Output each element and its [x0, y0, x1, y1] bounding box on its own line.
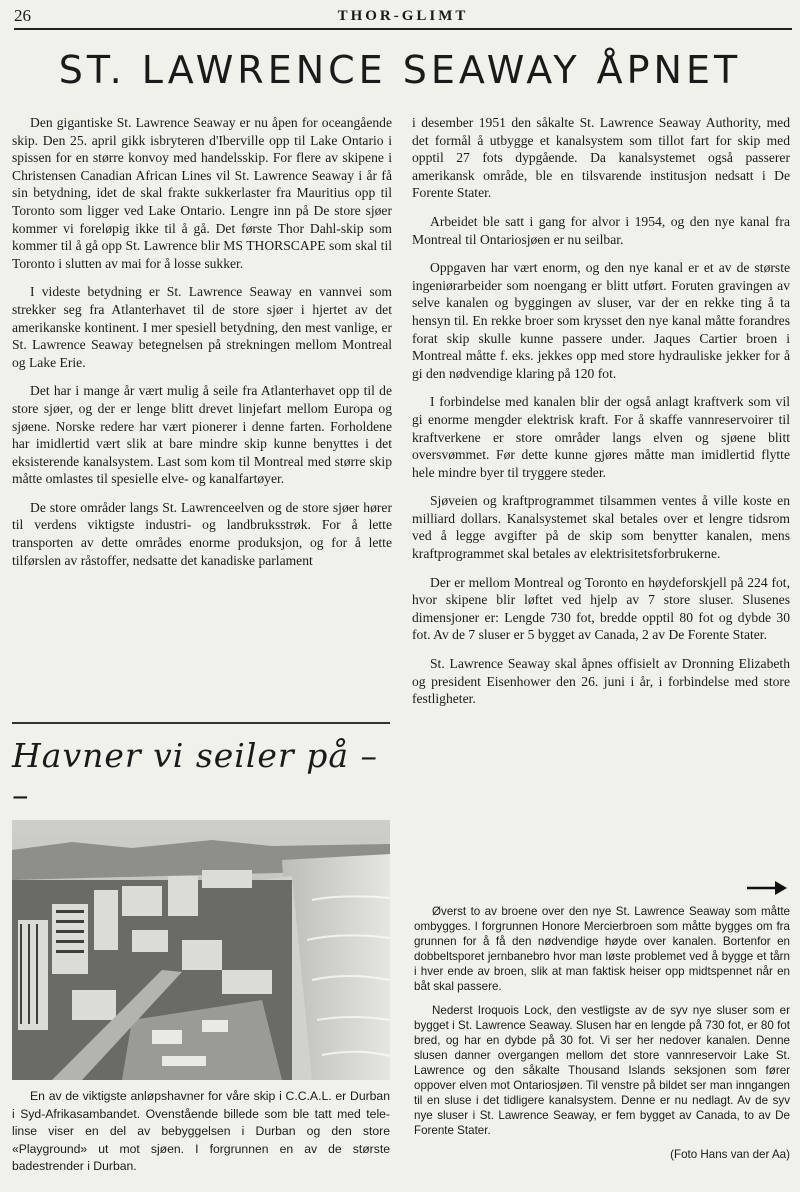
- article-paragraph: I forbindelse med kanalen blir der også anlagt kraftverk som vil gi enorme mengder elektrisk kraft. For å skaffe vannreservoirer til kraftverkene er store områder langs elven og sjøene blitt oversvømmet. Før dette kunne gjøres måtte man imidlertid flytte hele mindre byer til tryggere steder.: [412, 394, 790, 480]
- article-paragraph: Arbeidet ble satt i gang for alvor i 1954, og den nye kanal fra Montreal til Ontariosjøen er nu seilbar.: [412, 213, 790, 247]
- article-headline: ST. LAWRENCE SEAWAY ÅPNET: [58, 48, 742, 92]
- section-title: Havner vi seiler på – –: [12, 736, 378, 814]
- photo-notes: [414, 904, 790, 1171]
- photo-note-paragraph: Nederst Iroquois Lock, den vestligste av de syv nye sluser som er bygget i St. Lawrence Seaway. Slusen har en lengde på 730 fot, er 80 fot bred, og har en dybde på 30 fot. Vi ser her nedover kanalen. Denne slusen danner overgangen mellom det store vannreservoir Lake St. Lawrence og den såkalte Thousand Islands seksjonen som fører oppover elven mot Ontariosjøen. Til venstre på bildet ser man inngangen til en sluse i det tidligere kanalsystem. Denne er nu nedlagt. Av de syv nye sluser i St. Lawrence Seaway, er fem bygget av Canada, to av De Forente Stater.: [414, 1004, 790, 1137]
- article-paragraph: Der er mellom Montreal og Toronto en høydeforskjell på 224 fot, hvor skipene blir løftet ved hjelp av 7 store sluser. Slusenes dimensjoner er: Lengde 730 fot, bredde opptil 80 fot og dybde 30 fot. Av de 7 sluser er 5 bygget av Canada, 2 av De Forente Stater.: [412, 574, 790, 643]
- article-left-column: [12, 114, 392, 580]
- right-arrow-icon: [745, 878, 789, 898]
- durban-photo: [12, 820, 390, 1080]
- page-number: 26: [14, 6, 31, 25]
- article-paragraph: Oppgaven har vært enorm, og den nye kanal er et av de største ingeniørarbeider som noengang er blitt utført. Foruten gravingen av selve kanalen og byggingen av sluser, var der en rekke ting å ta hensyn til. En rekke broer som krysset den nye kanal måtte forandres forat skip skulle kunne passere under. Jaques Cartier broen i Montreal måtte f. eks. jekkes opp med store hydrauliske jekker for å gi den nødvendige klaring på 120 fot.: [412, 260, 790, 381]
- publication-title: THOR-GLIMT: [337, 8, 469, 24]
- article-paragraph: i desember 1951 den såkalte St. Lawrence Seaway Authority, med det formål å utbygge et kanalsystem som tillot fart for skip med opptil 27 fots dypgående. Da kanalsystemet også passerer amerikansk område, ble en tilsvarende institusjon nedsatt i De Forente Stater.: [412, 115, 790, 201]
- article-paragraph: Det har i mange år vært mulig å seile fra Atlanterhavet opp til de store sjøer, og der er lenge blitt drevet linjefart mellom Europa og sjøene. Norske redere har vært pionerer i denne farten. Forholdene har imidlertid vært slik at bare mindre skip kunne benyttes i det eksisterende kanalsystem. Last som kom til Montreal med større skip måtte omlastes til spesielle elve- og kanalfartøyer.: [12, 383, 392, 487]
- photo-caption: [12, 1088, 390, 1176]
- article-paragraph: Den gigantiske St. Lawrence Seaway er nu åpen for oceangående skip. Den 25. april gikk isbryteren d'Iberville opp til Lake Ontario i spissen for en større konvoy med handelsskip. For flere av skipene i Christensen Canadian African Lines vil St. Lawrence Seaway i år få sin betydning, idet de skal frakte sukkerlaster fra Mauritius opp til Toronto som ligger ved Lake Ontario. Lengre inn på De store sjøer kommer vi foreløpig ikke til å gå. Det første Thor Dahl-skip som kommer til å gå opp St. Lawrence blir MS THORSCAPE som skal til Toronto i slutten av mai for å losse sukker.: [12, 115, 392, 271]
- article-paragraph: St. Lawrence Seaway skal åpnes offisielt av Dronning Elizabeth og president Eisenhower den 26. juni i år, i forbindelse med store festligheter.: [412, 656, 790, 707]
- page-header: [14, 6, 792, 30]
- photo-caption-text: En av de viktigste anløpshavner for våre skip i C.C.A.L. er Durban i Syd-Afrikasambandet. Ovenstående billede som ble tatt med tele-linse viser en del av bebyggelsen i Durban og den store «Playground» ut mot sjøen. I forgrunnen en av de største badestrender i Durban.: [12, 1089, 390, 1173]
- section-divider: [12, 722, 390, 724]
- article-right-column: [412, 114, 790, 719]
- article-paragraph: I videste betydning er St. Lawrence Seaway en vannvei som strekker seg fra Atlanterhavet til de store sjøer i hjertet av det amerikanske kontinent. I mer spesiell betydning, den mest vanlige, er St. Lawrence Seaway betegnelsen på strekningen mellom Montreal og Lake Erie.: [12, 284, 392, 370]
- article-paragraph: Sjøveien og kraftprogrammet tilsammen ventes å ville koste en milliard dollars. Kanalsystemet skal betales over et lengre tidsrom ved å legge avgifter på de skip som benytter kanalen, mens kraftprogrammet skal betales av elektrisitetsforbrukerne.: [412, 493, 790, 562]
- photo-credit: (Foto Hans van der Aa): [670, 1148, 790, 1161]
- photo-note-paragraph: Øverst to av broene over den nye St. Lawrence Seaway som måtte ombygges. I forgrunnen Honore Mercierbroen som måtte bygges om fra grunnen for å få den nødvendige høyde over kanalen. Bortenfor en dobbeltsporet jernbanebro hvor man løste problemet ved å bygge et tårn i hver ende av broen, slik at man faktisk heiser opp midtspennet når en båt skal passere.: [414, 905, 790, 993]
- article-paragraph: De store områder langs St. Lawrenceelven og de store sjøer hører til verdens viktigste industri- og landbruksstrøk. For å lette transporten av dette områdes enorme produksjon, og for å lette tilførslen av råstoffer, nedsatte det kanadiske parlament: [12, 499, 392, 568]
